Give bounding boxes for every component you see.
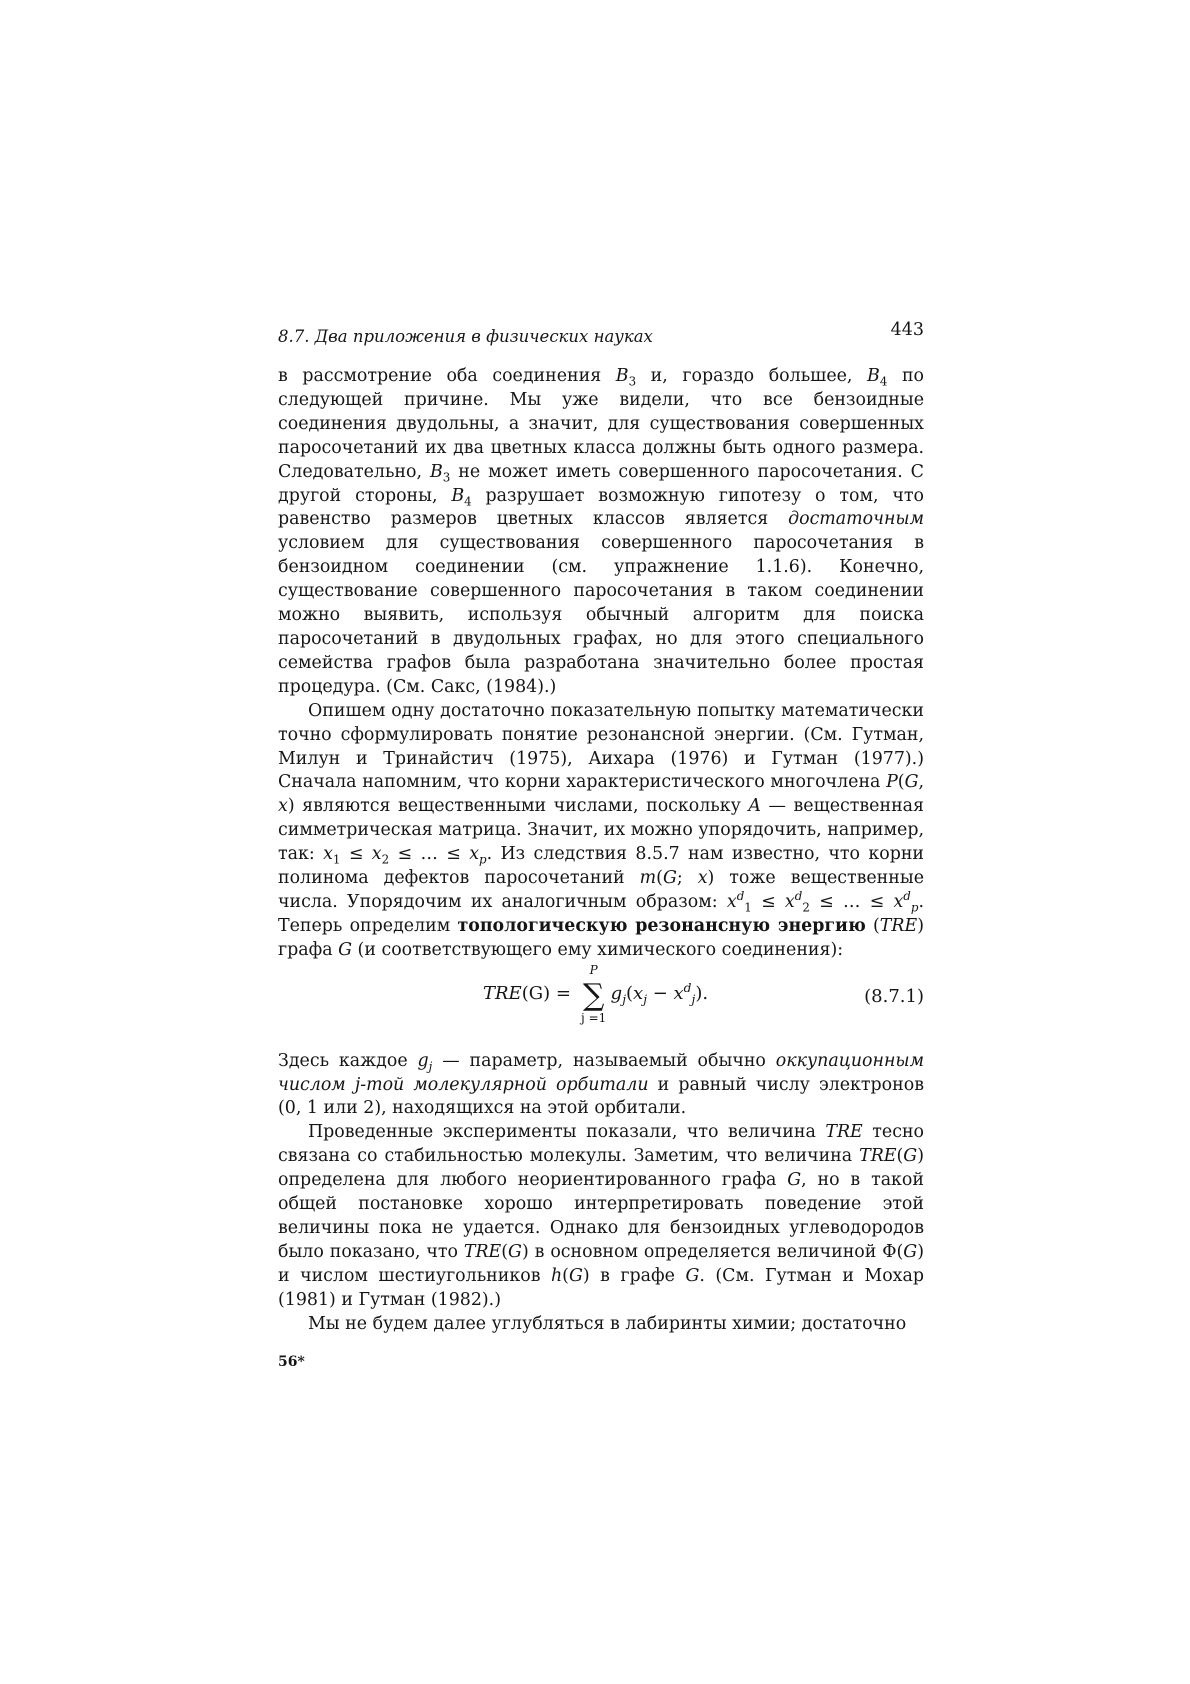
book-page	[278, 318, 924, 1374]
display-formula	[278, 962, 924, 1047]
summation-sign: P ∑ j =1	[581, 962, 607, 1025]
formula-expression: TRE(G) = P ∑ j =1 $g_j(x_j - x^d_j)$.	[483, 962, 709, 1025]
paragraph-4: Проведенные эксперименты показали, что величина TRE тесно связана со стабильностью молекулы. Заметим, что величина TRE(G) определена для любого неориентированного графа G, но в такой общей постановке хорошо интерпретировать поведение этой величины пока не удается. Однако для бензоидных углеводородов было показано, что TRE(G) в основном определяется величиной Φ(G) и числом шестиугольников h(G) в графе G. (См. Гутман и Мохар (1981) и Гутман (1982).)	[278, 1122, 924, 1310]
page-number: 443	[890, 320, 924, 340]
paragraph-1: в рассмотрение оба соединения $B_3$ и, гораздо большее, $B_4$ по следующей причине. Мы уже видели, что все бензоидные соединения двудольны, а значит, для существования совершенных паросочетаний их два цветных класса должны быть одного размера. Следовательно, $B_3$ не может иметь совершенного паросочетания. С другой стороны, $B_4$ разрушает возможную гипотезу о том, что равенство размеров цветных классов является достаточным условием для существования совершенного паросочетания в бензоидном соединении (см. упражнение 1.1.6). Конечно, существование совершенного паросочетания в таком соединении можно выявить, используя обычный алгоритм для поиска паросочетаний в двудольных графах, но для этого специального семейства графов была разработана значительно более простая процедура. (См. Сакс, (1984).)	[278, 366, 925, 697]
emphasis-occupation-number: оккупационным числом j-той молекулярной орбитали	[278, 1050, 924, 1095]
emphasis-sufficient: достаточным	[788, 509, 924, 530]
signature-mark: 56*	[278, 1353, 305, 1370]
equation-number: (8.7.1)	[864, 985, 924, 1007]
paragraph-5: Мы не будем далее углубляться в лабиринты химии; достаточно	[308, 1313, 907, 1334]
paragraph-2: Опишем одну достаточно показательную попытку математически точно сформулировать понятие резонансной энергии. (См. Гутман, Милун и Тринайстич (1975), Аихара (1976) и Гутман (1977).) Сначала напомним, что корни характеристического многочлена P(G, x) являются вещественными числами, поскольку A — вещественная симметрическая матрица. Значит, их можно упорядочить, например, так: $x_1 \le x_2$ ≤ … ≤ $x_p$. Из следствия 8.5.7 нам известно, что корни полинома дефектов паросочетаний m(G; x) тоже вещественные числа. Упорядочим их аналогичным образом: $x^d_1 \le x^d_2$ ≤ … ≤ $x^d_p$. Теперь определим топологическую резонансную энергию (TRE) графа G (и соответствующего ему химического соединения):	[278, 700, 925, 960]
defined-term: топологическую резонансную энергию	[457, 915, 866, 936]
running-title: 8.7. Два приложения в физических науках	[278, 327, 653, 346]
running-header	[278, 318, 924, 344]
paragraph-3: Здесь каждое $g_j$ — параметр, называемый обычно оккупационным числом j-той молекулярной орбитали и равный числу электронов (0, 1 или 2), находящихся на этой орбитали.	[278, 1050, 924, 1119]
